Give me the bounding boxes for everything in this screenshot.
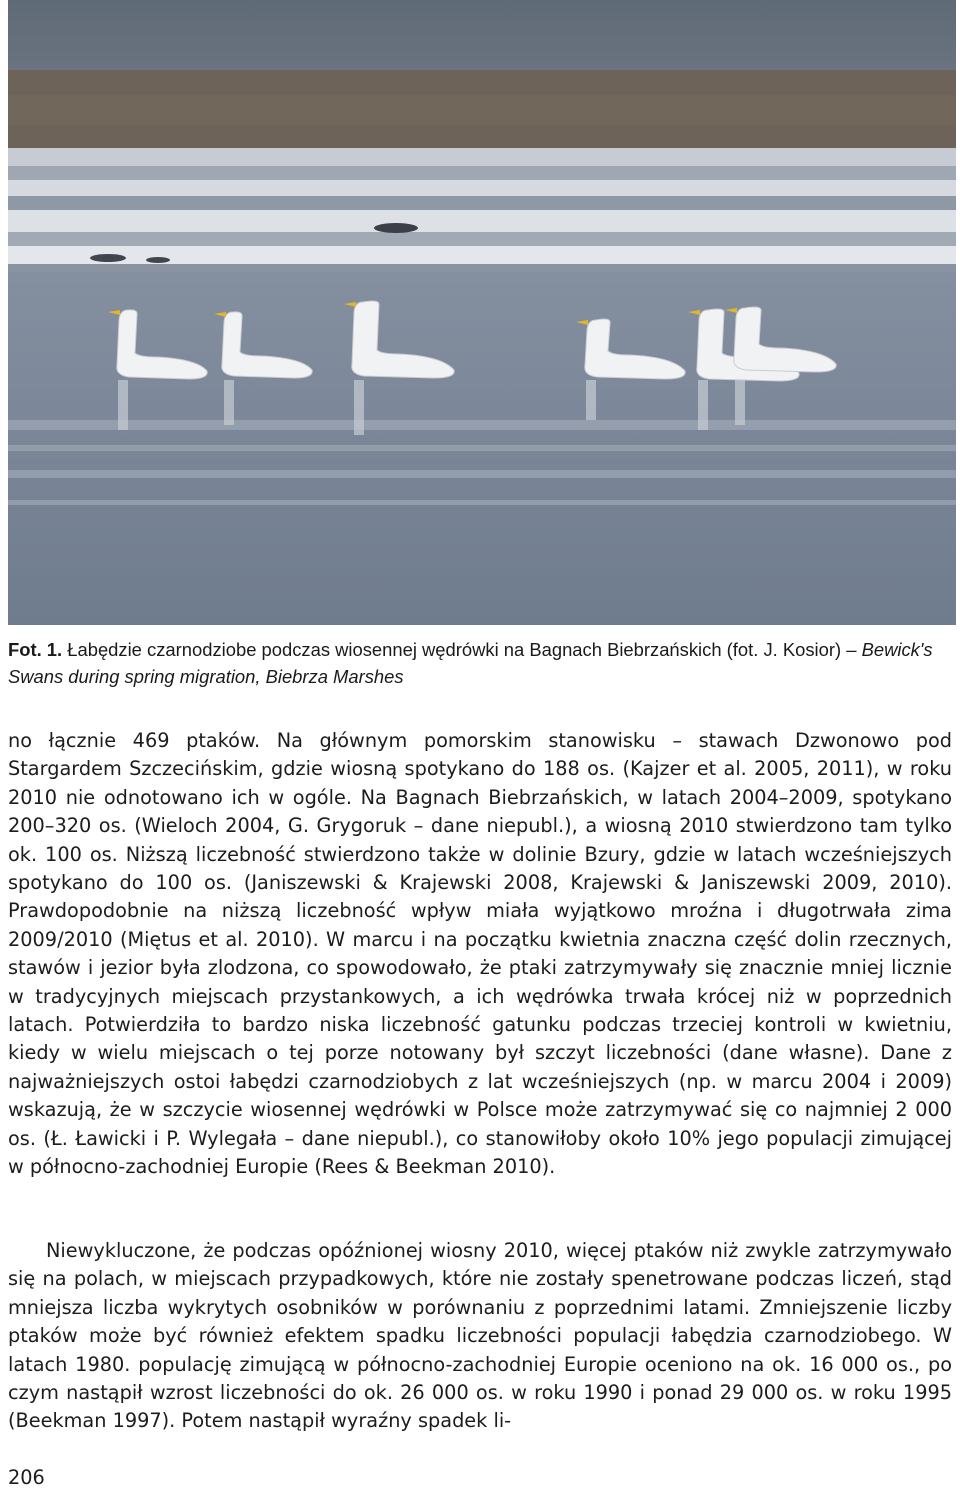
body-paragraph-2: Niewykluczone, że podczas opóźnionej wiosny 2010, więcej ptaków niż zwykle zatrzymywało się na polach, w miejscach przypadkowych, które nie zostały spenetrowane podczas liczeń, stąd mniejsza liczba wykrytych osobników w porównaniu z poprzednimi latami. Zmniejszenie liczby ptaków może być również efektem spadku liczebności populacji łabędzia czarnodziobego. W latach 1980. populację zimującą w północno-zachodniej Europie oceniono na ok. 16 000 os., po czym nastąpił wzrost liczebności do ok. 26 000 os. w roku 1990 i ponad 29 000 os. w roku 1995 (Beekman 1997). Potem nastąpił wyraźny spadek li-	[8, 1239, 952, 1433]
caption-english: Bewick's Swans during spring migration, Biebrza Marshes	[8, 639, 933, 687]
page-number: 206	[8, 1466, 45, 1489]
body-paragraph-1: no łącznie 469 ptaków. Na głównym pomorskim stanowisku – stawach Dzwonowo pod Stargardem Szczecińskim, gdzie wiosną spotykano do 188 os. (Kajzer et al. 2005, 2011), w roku 2010 nie odnotowano ich w ogóle. Na Bagnach Biebrzańskich, w latach 2004–2009, spotykano 200–320 os. (Wieloch 2004, G. Grygoruk – dane niepubl.), a wiosną 2010 stwierdzono tam tylko ok. 100 os. Niższą liczebność stwierdzono także w dolinie Bzury, gdzie w latach wcześniejszych spotykano do 100 os. (Janiszewski & Krajewski 2008, Krajewski & Janiszewski 2009, 2010). Prawdopodobnie na niższą liczebność wpływ miała wyjątkowo mroźna i długotrwała zima 2009/2010 (Miętus et al. 2010). W marcu i na początku kwietnia znaczna część dolin rzecznych, stawów i jezior była zlodzona, co spowodowało, że ptaki zatrzymywały się znacznie mniej licznie w tradycyjnych miejscach przystankowych, a ich wędrówka trwała krócej niż w poprzednich latach. Potwierdziła to bardzo niska liczebność gatunku podczas trzeciej kontroli w kwietniu, kiedy w wielu miejscach o tej porze notowany był szczyt liczebności (dane własne). Dane z najważniejszych ostoi łabędzi czarnodziobych z lat wcześniejszych (np. w marcu 2004 i 2009) wskazują, że w szczycie wiosennej wędrówki w Polsce może zatrzymywać się co najmniej 2 000 os. (Ł. Ławicki i P. Wylegała – dane niepubl.), co stanowiłoby około 10% jego populacji zimującej w północno-zachodniej Europie (Rees & Beekman 2010).	[8, 729, 952, 1179]
figure-caption	[8, 636, 952, 690]
caption-polish: Łabędzie czarnodziobe podczas wiosennej wędrówki na Bagnach Biebrzańskich (fot. J. Kosior) –	[62, 639, 862, 660]
caption-label: Fot. 1.	[8, 639, 63, 660]
swans-photo	[8, 0, 956, 625]
